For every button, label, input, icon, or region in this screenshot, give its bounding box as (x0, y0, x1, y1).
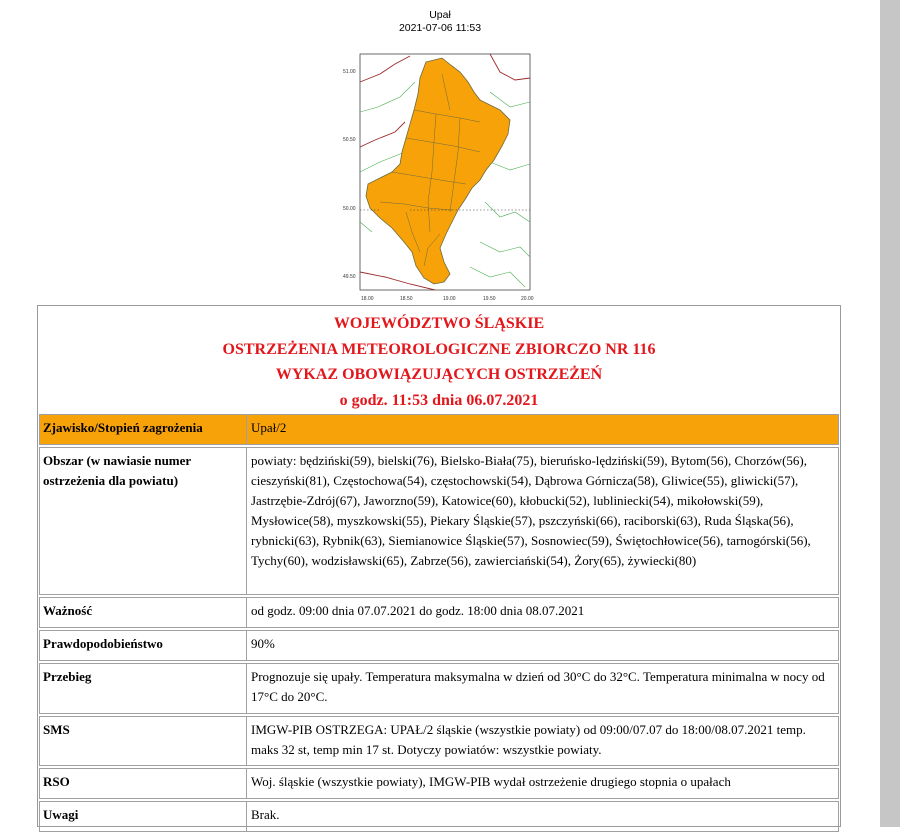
header-time: o godz. 11:53 dnia 06.07.2021 (339, 391, 539, 409)
table-row-probability (39, 630, 839, 661)
header-bulletin: OSTRZEŻENIA METEOROLOGICZNE ZBIORCZO NR 116 (222, 340, 656, 358)
map-svg (340, 52, 540, 304)
row-value: Prognozuje się upały. Temperatura maksymalna w dzień od 30°C do 32°C. Temperatura minimalna w nocy od 17°C do 20°C. (247, 663, 839, 714)
table-row-sms (39, 716, 839, 766)
row-value: od godz. 09:00 dnia 07.07.2021 do godz. 18:00 dnia 08.07.2021 (247, 597, 839, 628)
map-header (0, 9, 880, 35)
row-label: Uwagi (39, 801, 247, 832)
table-row-validity (39, 597, 839, 628)
vertical-scrollbar[interactable] (880, 0, 900, 827)
lat-label-0: 51.00 (343, 69, 356, 75)
table-row-notes (39, 801, 839, 832)
row-label: Prawdopodobieństwo (39, 630, 247, 661)
lon-label-1: 18.50 (400, 296, 413, 302)
row-label: SMS (39, 716, 247, 766)
map-title: Upał (429, 9, 451, 21)
warning-header (38, 306, 840, 412)
lon-labels (361, 296, 534, 302)
lat-labels (343, 69, 356, 280)
map-timestamp: 2021-07-06 11:53 (398, 22, 482, 34)
lon-label-3: 19.50 (483, 296, 496, 302)
lat-label-3: 49.50 (343, 274, 356, 280)
row-label: Obszar (w nawiasie numer ostrzeżenia dla powiatu) (39, 447, 247, 595)
warning-map (340, 52, 540, 304)
row-value: IMGW-PIB OSTRZEGA: UPAŁ/2 śląskie (wszystkie powiaty) od 09:00/07.07 do 18:00/08.07.2021 temp. maks 32 st, temp min 17 st. Dotyczy powiatów: wszystkie powiaty. (247, 716, 839, 766)
lon-label-4: 20.00 (521, 296, 534, 302)
table-row-phenomenon (39, 414, 839, 445)
row-value: 90% (247, 630, 839, 661)
warning-table (37, 305, 841, 827)
table-row-rso (39, 768, 839, 799)
lat-label-2: 50.00 (343, 206, 356, 212)
row-label: Zjawisko/Stopień zagrożenia (39, 414, 247, 445)
row-label: RSO (39, 768, 247, 799)
lon-label-0: 18.00 (361, 296, 374, 302)
lat-label-1: 50.50 (343, 137, 356, 143)
table-row-course (39, 663, 839, 714)
lon-label-2: 19.00 (443, 296, 456, 302)
row-value: Upał/2 (247, 414, 839, 445)
header-voivodeship: WOJEWÓDZTWO ŚLĄSKIE (333, 315, 545, 332)
header-list-title: WYKAZ OBOWIĄZUJĄCYCH OSTRZEŻEŃ (275, 366, 603, 383)
row-value: Woj. śląskie (wszystkie powiaty), IMGW-PIB wydał ostrzeżenie drugiego stopnia o upałach (247, 768, 839, 799)
row-value: powiaty: będziński(59), bielski(76), Bielsko-Biała(75), bieruńsko-lędziński(59), Bytom(56), Chorzów(56), cieszyński(81), Częstochowa(54), częstochowski(54), Dąbrowa Górnicza(58), Gliwice(55), gliwicki(57), Jastrzębie-Zdrój(67), Jaworzno(59), Katowice(60), kłobucki(52), lubliniecki(54), mikołowski(59), Mysłowice(58), myszkowski(55), Piekary Śląskie(57), pszczyński(66), raciborski(63), Ruda Śląska(56), rybnicki(63), Rybnik(63), Siemianowice Śląskie(57), Sosnowiec(59), Świętochłowice(56), tarnogórski(56), Tychy(60), wodzisławski(65), Zabrze(56), zawierciański(54), Żory(65), żywiecki(80) (247, 447, 839, 595)
table-row-area (39, 447, 839, 595)
row-label: Przebieg (39, 663, 247, 714)
row-value: Brak. (247, 801, 839, 832)
row-label: Ważność (39, 597, 247, 628)
